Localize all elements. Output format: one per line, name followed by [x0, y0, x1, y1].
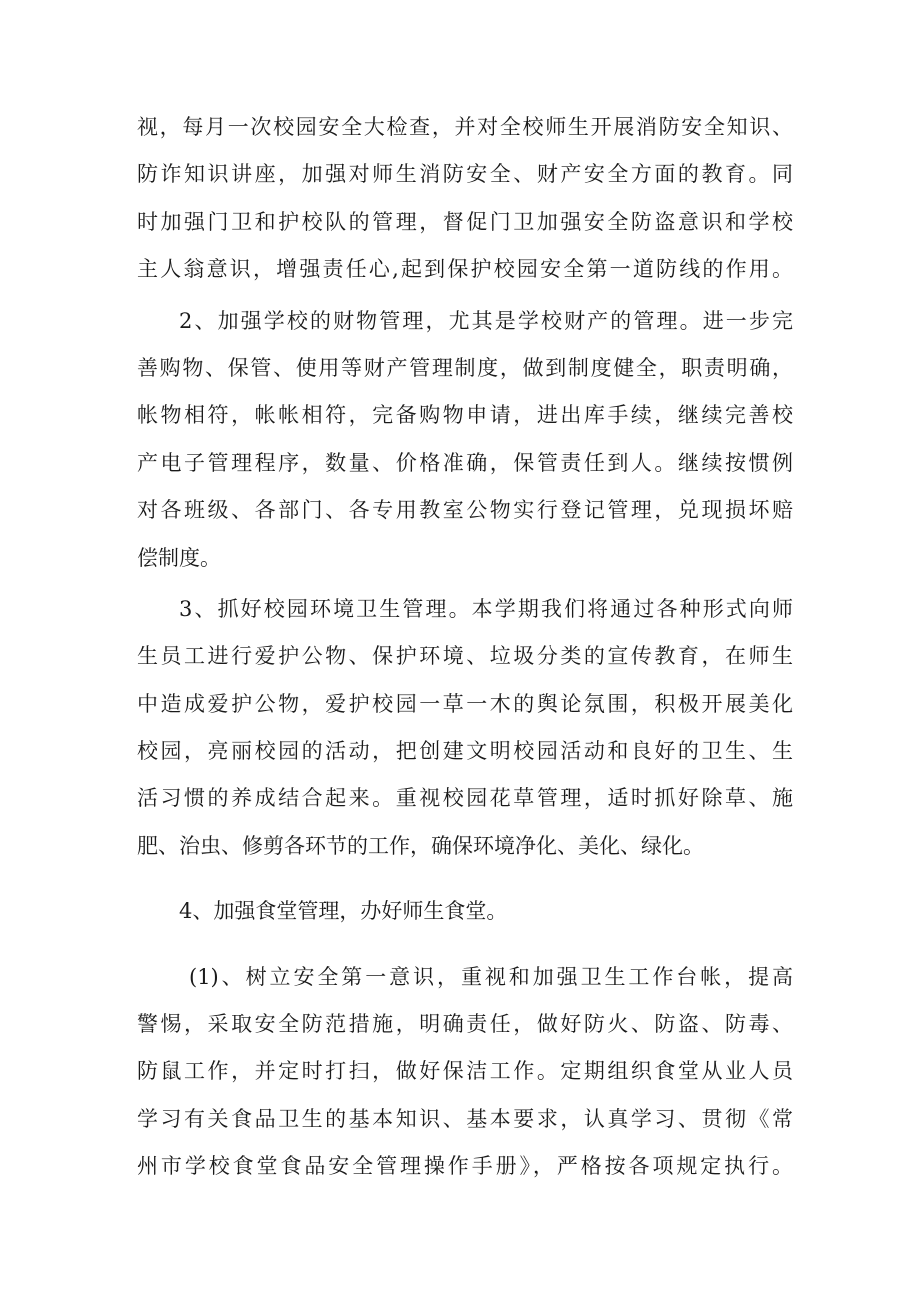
text-line: 善购物、保管、使用等财产管理制度，做到制度健全，职责明确， [137, 355, 793, 380]
text-line: 时加强门卫和护校队的管理，督促门卫加强安全防盗意识和学校 [137, 209, 793, 234]
text-line: 4、加强食堂管理，办好师生食堂。 [179, 899, 508, 924]
text-line: 对各班级、各部门、各专用教室公物实行登记管理，兑现损坏赔 [137, 498, 793, 523]
text-line: 产电子管理程序，数量、价格准确，保管责任到人。继续按惯例 [137, 450, 793, 475]
paragraph-security [137, 104, 793, 294]
text-line: 州市学校食堂食品安全管理操作手册》，严格按各项规定执行。 [137, 1154, 793, 1179]
text-line: 肥、治虫、修剪各环节的工作，确保环境净化、美化、绿化。 [137, 833, 704, 858]
text-line: 2、加强学校的财物管理，尤其是学校财产的管理。进一步完 [179, 308, 793, 333]
text-line: 生员工进行爱护公物、保护环境、垃圾分类的宣传教育，在师生 [137, 644, 793, 669]
text-line: 3、抓好校园环境卫生管理。本学期我们将通过各种形式向师 [179, 596, 793, 621]
text-line: 偿制度。 [137, 545, 221, 570]
paragraph-property-management [137, 298, 793, 582]
text-line: 防诈知识讲座，加强对师生消防安全、财产安全方面的教育。同 [137, 162, 793, 187]
text-line: 主人翁意识，增强责任心,起到保护校园安全第一道防线的作用。 [137, 257, 793, 282]
paragraph-canteen-heading [137, 888, 793, 935]
document-body [137, 104, 793, 1191]
text-line: 帐物相符，帐帐相符，完备购物申请，进出库手续，继续完善校 [137, 403, 793, 428]
text-line: 校园，亮丽校园的活动，把创建文明校园活动和良好的卫生、生 [137, 739, 793, 764]
text-line: (1)、树立安全第一意识，重视和加强卫生工作台帐，提高 [189, 964, 793, 989]
text-line: 中造成爱护公物，爱护校园一草一木的舆论氛围，积极开展美化 [137, 691, 793, 716]
text-line: 学习有关食品卫生的基本知识、基本要求，认真学习、贯彻《常 [137, 1106, 793, 1131]
text-line: 防鼠工作，并定时打扫，做好保洁工作。定期组织食堂从业人员 [137, 1059, 793, 1084]
text-line: 警惕，采取安全防范措施，明确责任，做好防火、防盗、防毒、 [137, 1012, 793, 1037]
text-line: 视，每月一次校园安全大检查，并对全校师生开展消防安全知识、 [137, 115, 793, 139]
text-line: 活习惯的养成结合起来。重视校园花草管理，适时抓好除草、施 [137, 786, 793, 811]
paragraph-canteen-safety [137, 954, 793, 1191]
paragraph-campus-environment [137, 586, 793, 870]
